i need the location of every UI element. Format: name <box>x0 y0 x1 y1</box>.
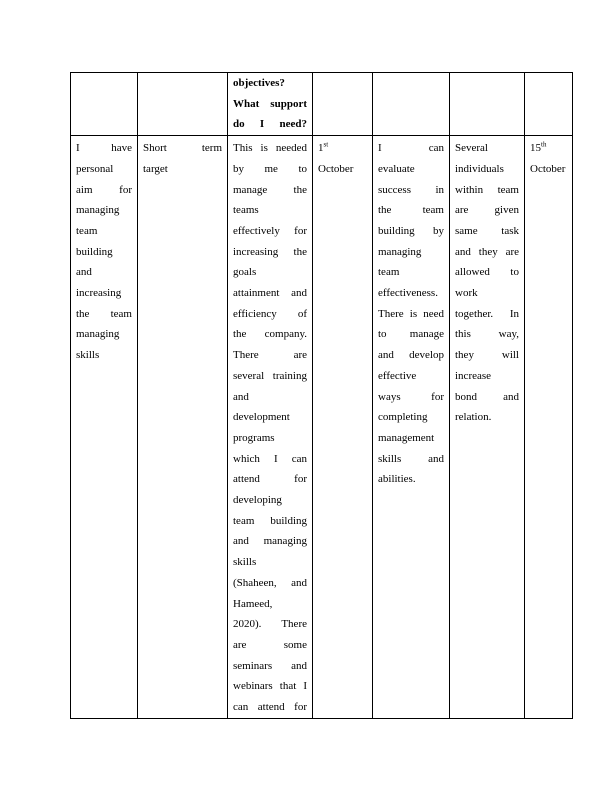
cell-text-line: managing <box>76 204 120 217</box>
table-header-row-continued <box>71 73 573 136</box>
cell-text-line: effectiveness. <box>378 287 438 300</box>
cell-text-line: programs <box>233 431 275 444</box>
cell-text-line: the team <box>378 204 444 217</box>
end-date-suffix: th <box>541 140 547 149</box>
cell-text-line: target <box>143 162 168 175</box>
cell-text-line: work <box>455 287 478 300</box>
cell-text-line: managing <box>76 328 120 341</box>
end-date-cell <box>525 136 573 719</box>
header-cell-support <box>228 73 313 136</box>
cell-text-line: can attend for <box>233 701 307 714</box>
cell-text-line: 2020). There <box>233 618 307 631</box>
evaluation-cell <box>373 136 450 719</box>
cell-text-line: ways for <box>378 390 444 403</box>
cell-text-line: manage the <box>233 183 307 196</box>
cell-text-line: and <box>76 266 92 279</box>
cell-text-line: together. In <box>455 307 519 320</box>
cell-text-line: attend for <box>233 473 307 486</box>
cell-text-line: evaluate <box>378 162 415 175</box>
cell-text-line: abilities. <box>378 473 416 486</box>
cell-text-line: I have <box>76 142 132 155</box>
cell-text-line: team building <box>233 514 307 527</box>
cell-text-line: developing <box>233 494 282 507</box>
cell-text-line: building <box>76 245 113 258</box>
header-cell-6 <box>450 73 525 136</box>
cell-text-line: seminars and <box>233 659 307 672</box>
cell-text-line: webinars that I <box>233 680 307 693</box>
start-date-day: 1 <box>318 142 324 155</box>
header-cell-2 <box>138 73 228 136</box>
cell-text-line: objectives? <box>233 77 285 89</box>
end-date-month: October <box>530 162 566 175</box>
cell-text-line: What support <box>233 97 307 110</box>
cell-text-line: There are <box>233 349 307 362</box>
cell-text-line: and they are <box>455 245 519 258</box>
cell-text-line: skills <box>233 556 257 569</box>
cell-text-line: to manage <box>378 328 444 341</box>
cell-text-line: and develop <box>378 349 444 362</box>
cell-text-line: they will <box>455 349 519 362</box>
cell-text-line: do I need? <box>233 118 307 131</box>
cell-text-line: individuals <box>455 162 504 175</box>
cell-text-line: and managing <box>233 535 307 548</box>
end-date-day: 15 <box>530 142 541 155</box>
header-cell-4 <box>313 73 373 136</box>
cell-text-line: aim for <box>76 183 132 196</box>
cell-text-line: Hameed, <box>233 597 273 610</box>
cell-text-line: increasing <box>76 287 122 300</box>
cell-text-line: I can <box>378 142 444 155</box>
cell-text-line: several training <box>233 369 307 382</box>
header-cell-1 <box>71 73 138 136</box>
cell-text-line: development <box>233 411 290 424</box>
cell-text-line: the company. <box>233 328 307 341</box>
cell-text-line: relation. <box>455 411 492 424</box>
cell-text-line: bond and <box>455 390 519 403</box>
cell-text-line: skills <box>76 349 100 362</box>
cell-text-line: same task <box>455 224 519 237</box>
header-cell-7 <box>525 73 573 136</box>
cell-text-line: building by <box>378 224 444 237</box>
start-date-cell <box>313 136 373 719</box>
cell-text-line: are given <box>455 204 519 217</box>
cell-text-line: efficiency of <box>233 307 307 320</box>
start-date-month: October <box>318 162 354 175</box>
cell-text-line: allowed to <box>455 266 519 279</box>
cell-text-line: attainment and <box>233 287 307 300</box>
cell-text-line: (Shaheen, and <box>233 576 307 589</box>
cell-text-line: and <box>233 390 249 403</box>
cell-text-line: skills and <box>378 452 444 465</box>
cell-text-line: team <box>378 266 400 279</box>
target-type-cell <box>138 136 228 719</box>
cell-text-line: team <box>76 224 98 237</box>
cell-text-line: managing <box>378 245 422 258</box>
header-cell-5 <box>373 73 450 136</box>
cell-text-line: teams <box>233 204 259 217</box>
cell-text-line: management <box>378 431 435 444</box>
cell-text-line: which I can <box>233 452 307 465</box>
cell-text-line: are some <box>233 638 307 651</box>
cell-text-line: This is needed <box>233 142 307 155</box>
cell-text-line: personal <box>76 162 114 175</box>
cell-text-line: by me to <box>233 162 307 175</box>
cell-text-line: increasing the <box>233 245 307 258</box>
cell-text-line: this way, <box>455 328 519 341</box>
cell-text-line: There is need <box>378 307 444 320</box>
cell-text-line: effectively for <box>233 224 307 237</box>
cell-text-line: completing <box>378 411 428 424</box>
development-plan-table <box>70 72 573 719</box>
activities-cell <box>450 136 525 719</box>
cell-text-line: the team <box>76 307 132 320</box>
cell-text-line: within team <box>455 183 519 196</box>
cell-text-line: increase <box>455 369 492 382</box>
support-needed-cell <box>228 136 313 719</box>
table-row <box>71 136 573 719</box>
start-date-suffix: st <box>323 140 329 149</box>
cell-text-line: Several <box>455 142 488 155</box>
cell-text-line: goals <box>233 266 257 279</box>
cell-text-line: effective <box>378 369 417 382</box>
cell-text-line: success in <box>378 183 444 196</box>
personal-aim-cell <box>71 136 138 719</box>
cell-text-line: Short term <box>143 142 222 155</box>
